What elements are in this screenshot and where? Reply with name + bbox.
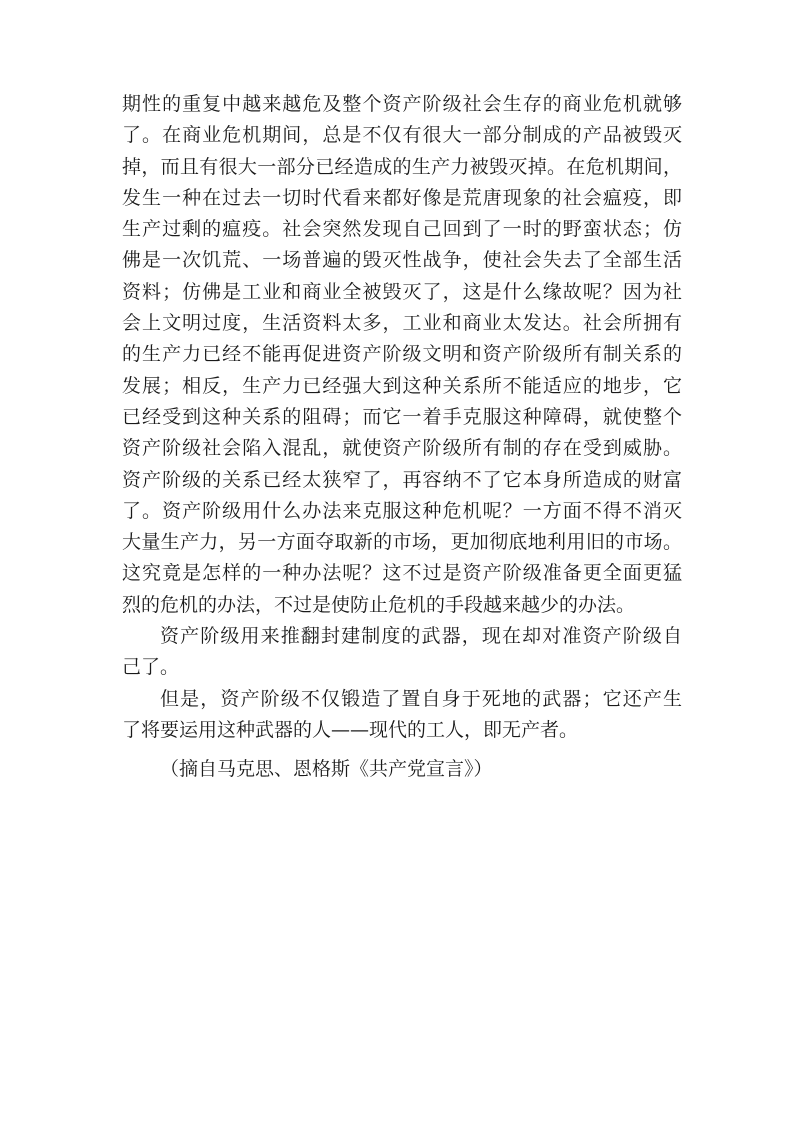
- text-line: 已经受到这种关系的阻碍；而它一着手克服这种障碍，就使整个: [122, 405, 682, 428]
- text-line: 了将要运用这种武器的人——现代的工人，即无产者。: [122, 718, 579, 741]
- paragraph-1: [122, 89, 682, 621]
- paragraph-3: [122, 684, 682, 747]
- text-line: 掉，而且有很大一部分已经造成的生产力被毁灭掉。在危机期间，: [122, 155, 682, 178]
- text-line: 佛是一次饥荒、一场普遍的毁灭性战争，使社会失去了全部生活: [122, 249, 682, 272]
- text-line: 发生一种在过去一切时代看来都好像是荒唐现象的社会瘟疫，即: [122, 186, 682, 209]
- text-line: 发展；相反，生产力已经强大到这种关系所不能适应的地步，它: [122, 374, 682, 397]
- text-line: 会上文明过度，生活资料太多，工业和商业太发达。社会所拥有: [122, 312, 682, 335]
- text-line: 的生产力已经不能再促进资产阶级文明和资产阶级所有制关系的: [122, 343, 682, 366]
- text-line: 但是，资产阶级不仅锻造了置自身于死地的武器；它还产生: [160, 687, 682, 710]
- document-body: [122, 89, 682, 786]
- text-line: 资料；仿佛是工业和商业全被毁灭了，这是什么缘故呢？因为社: [122, 280, 682, 303]
- text-line: 了。资产阶级用什么办法来克服这种危机呢？一方面不得不消灭: [122, 499, 682, 522]
- text-line: 这究竟是怎样的一种办法呢？这不过是资产阶级准备更全面更猛: [122, 562, 682, 585]
- paragraph-2: [122, 621, 682, 684]
- text-line: 资产阶级社会陷入混乱，就使资产阶级所有制的存在受到威胁。: [122, 437, 682, 460]
- source-citation: （摘自马克思、恩格斯《共产党宣言》）: [160, 758, 493, 781]
- text-line: 大量生产力，另一方面夺取新的市场，更加彻底地利用旧的市场。: [122, 531, 682, 554]
- text-line: 了。在商业危机期间，总是不仅有很大一部分制成的产品被毁灭: [122, 124, 682, 147]
- text-line: 资产阶级的关系已经太狭窄了，再容纳不了它本身所造成的财富: [122, 468, 682, 491]
- text-line: 期性的重复中越来越危及整个资产阶级社会生存的商业危机就够: [122, 93, 682, 115]
- text-line: 资产阶级用来推翻封建制度的武器，现在却对准资产阶级自: [160, 625, 682, 648]
- text-line: 烈的危机的办法，不过是使防止危机的手段越来越少的办法。: [122, 593, 636, 616]
- text-line: 己了。: [122, 656, 180, 679]
- text-line: 生产过剩的瘟疫。社会突然发现自己回到了一时的野蛮状态；仿: [122, 218, 682, 241]
